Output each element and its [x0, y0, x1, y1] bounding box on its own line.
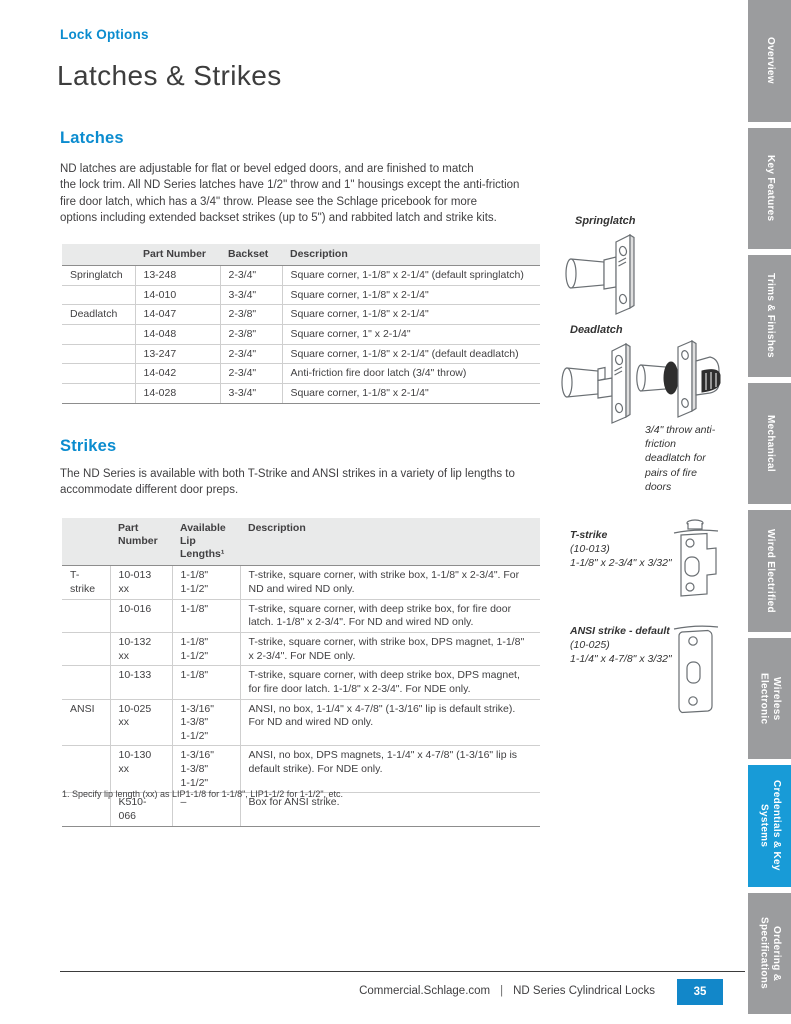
latch-group [62, 285, 135, 305]
latches-table [62, 244, 540, 404]
breadcrumb: Lock Options [60, 27, 149, 42]
strikes-table [62, 518, 540, 827]
part-number: 10-132 xx [110, 632, 172, 665]
latches-table-header-row [62, 244, 540, 266]
part-number: 13-248 [135, 266, 220, 286]
strike-group [62, 632, 110, 665]
footnote: 1. Specify lip length (xx) as LIP1-1/8 for 1-1/8", LIP1-1/2 for 1-1/2", etc. [62, 789, 344, 799]
table-row [62, 699, 540, 746]
part-number: 10-016 [110, 599, 172, 632]
footer-separator: | [500, 985, 504, 997]
strikes-intro-line: accommodate different door preps. [60, 484, 239, 497]
column-header: Description [282, 244, 540, 266]
deadlatch-caption: 3/4" throw anti-friction deadlatch for pairs of fire doors [645, 424, 716, 493]
lip-lengths: 1-3/16" 1-3/8" 1-1/2" [172, 746, 240, 793]
latches-intro [60, 161, 580, 226]
part-number: 10-133 [110, 666, 172, 699]
springlatch-illustration [562, 229, 644, 319]
tab-key-features[interactable]: Key Features [748, 128, 791, 250]
description: Square corner, 1-1/8" x 2-1/4" [282, 285, 540, 305]
column-header: Backset [220, 244, 282, 266]
lip-lengths: 1-1/8" [172, 599, 240, 632]
part-number: 10-130 xx [110, 746, 172, 793]
table-row [62, 746, 540, 793]
description: Square corner, 1-1/8" x 2-1/4" (default springlatch) [282, 266, 540, 286]
latch-group [62, 364, 135, 384]
latch-group [62, 344, 135, 364]
tab-wireless-electronic[interactable]: Wireless Electronic [748, 638, 791, 760]
part-number: 14-048 [135, 325, 220, 345]
backset: 2-3/8" [220, 305, 282, 325]
column-header [62, 518, 110, 566]
t-strike-dims: 1-1/8" x 2-3/4" x 3/32" [570, 557, 672, 570]
part-number: 14-047 [135, 305, 220, 325]
part-number: 13-247 [135, 344, 220, 364]
strikes-intro-line: The ND Series is available with both T-Strike and ANSI strikes in a variety of lip lengths to [60, 468, 515, 480]
springlatch-label: Springlatch [575, 215, 636, 227]
latch-group: Springlatch [62, 266, 135, 286]
strikes-table-header-row [62, 518, 540, 566]
part-number: 14-028 [135, 383, 220, 403]
lip-lengths: 1-1/8" [172, 666, 240, 699]
backset: 3-3/4" [220, 383, 282, 403]
table-row [62, 566, 540, 599]
latches-intro-line: the lock trim. All ND Series latches have 1/2" throw and 1" housings except the anti-friction [60, 179, 520, 192]
deadlatch-illustration [558, 337, 640, 427]
table-row [62, 305, 540, 325]
strikes-intro [60, 466, 600, 499]
footer-site-link[interactable]: Commercial.Schlage.com [359, 985, 491, 997]
t-strike-name: T-strike [570, 529, 608, 541]
latches-intro-line: options including extended backset strikes (up to 5") and rabbited latch and strike kits. [60, 211, 497, 224]
table-row [62, 266, 540, 286]
column-header: Part Number [110, 518, 172, 566]
description: Square corner, 1" x 2-1/4" [282, 325, 540, 345]
tab-overview[interactable]: Overview [748, 0, 791, 122]
lip-lengths: 1-1/8" 1-1/2" [172, 566, 240, 599]
description: ANSI, no box, DPS magnets, 1-1/4" x 4-7/8" (1-3/16" lip is default strike). For NDE only. [240, 746, 540, 793]
deadlatch-label: Deadlatch [570, 324, 623, 336]
column-header: Description [240, 518, 540, 566]
table-row [62, 599, 540, 632]
description: Anti-friction fire door latch (3/4" throw) [282, 364, 540, 384]
column-header [62, 244, 135, 266]
description: T-strike, square corner, with strike box, DPS magnet, 1-1/8" x 2-3/4". For NDE only. [240, 632, 540, 665]
part-number: K510-066 [110, 793, 172, 826]
description: Square corner, 1-1/8" x 2-1/4" [282, 305, 540, 325]
column-header: Available Lip Lengths¹ [172, 518, 240, 566]
table-row [62, 383, 540, 403]
description: Box for ANSI strike. [240, 793, 540, 826]
page-number-badge: 35 [677, 979, 723, 1005]
tab-trims-finishes[interactable]: Trims & Finishes [748, 255, 791, 377]
ansi-strike-illustration [672, 620, 720, 716]
part-number: 10-013 xx [110, 566, 172, 599]
lip-lengths: 1-1/8" 1-1/2" [172, 632, 240, 665]
backset: 2-3/4" [220, 344, 282, 364]
latch-group [62, 325, 135, 345]
latches-heading: Latches [60, 129, 124, 147]
t-strike-illustration [672, 518, 720, 604]
table-row [62, 632, 540, 665]
footer-rule [60, 971, 745, 972]
strike-group [62, 599, 110, 632]
tab-ordering-specifications[interactable]: Ordering & Specifications [748, 893, 791, 1015]
t-strike-part: (10-013) [570, 543, 610, 556]
strike-group: T-strike [62, 566, 110, 599]
section-tab-bar [748, 0, 791, 1014]
table-row [62, 666, 540, 699]
description: T-strike, square corner, with deep strike box, DPS magnet, for fire door latch. 1-1/8" x 2-3/4". For NDE only. [240, 666, 540, 699]
description: Square corner, 1-1/8" x 2-1/4" (default deadlatch) [282, 344, 540, 364]
ansi-strike-name: ANSI strike - default [570, 625, 670, 637]
backset: 2-3/4" [220, 266, 282, 286]
latch-group [62, 383, 135, 403]
tab-wired-electrified[interactable]: Wired Electrified [748, 510, 791, 632]
backset: 2-3/8" [220, 325, 282, 345]
tab-credentials-key-systems[interactable]: Credentials & Key Systems [748, 765, 791, 887]
footer [260, 985, 655, 997]
backset: 3-3/4" [220, 285, 282, 305]
tab-mechanical[interactable]: Mechanical [748, 383, 791, 505]
strike-group [62, 666, 110, 699]
strikes-heading: Strikes [60, 437, 117, 455]
table-row [62, 364, 540, 384]
page-title: Latches & Strikes [57, 60, 282, 91]
table-row [62, 285, 540, 305]
latches-intro-line: ND latches are adjustable for flat or bevel edged doors, and are finished to match [60, 163, 474, 175]
strike-group [62, 746, 110, 793]
part-number: 14-042 [135, 364, 220, 384]
table-row [62, 325, 540, 345]
description: ANSI, no box, 1-1/4" x 4-7/8" (1-3/16" lip is default strike). For ND and wired ND only. [240, 699, 540, 746]
strike-group: ANSI [62, 699, 110, 746]
lip-lengths: – [172, 793, 240, 826]
description: T-strike, square corner, with strike box, 1-1/8" x 2-3/4". For ND and wired ND only. [240, 566, 540, 599]
footer-doc-title: ND Series Cylindrical Locks [513, 985, 655, 997]
description: Square corner, 1-1/8" x 2-1/4" [282, 383, 540, 403]
description: T-strike, square corner, with deep strike box, for fire door latch. 1-1/8" x 2-3/4". For ND and wired ND only. [240, 599, 540, 632]
backset: 2-3/4" [220, 364, 282, 384]
table-row [62, 344, 540, 364]
lip-lengths: 1-3/16" 1-3/8" 1-1/2" [172, 699, 240, 746]
ansi-strike-part: (10-025) [570, 639, 610, 652]
latches-intro-line: fire door latch, which has a 3/4" throw. Please see the Schlage pricebook for more [60, 195, 478, 208]
part-number: 14-010 [135, 285, 220, 305]
latch-group: Deadlatch [62, 305, 135, 325]
part-number: 10-025 xx [110, 699, 172, 746]
column-header: Part Number [135, 244, 220, 266]
ansi-strike-dims: 1-1/4" x 4-7/8" x 3/32" [570, 653, 672, 666]
fire-door-deadlatch-illustration [636, 337, 728, 427]
